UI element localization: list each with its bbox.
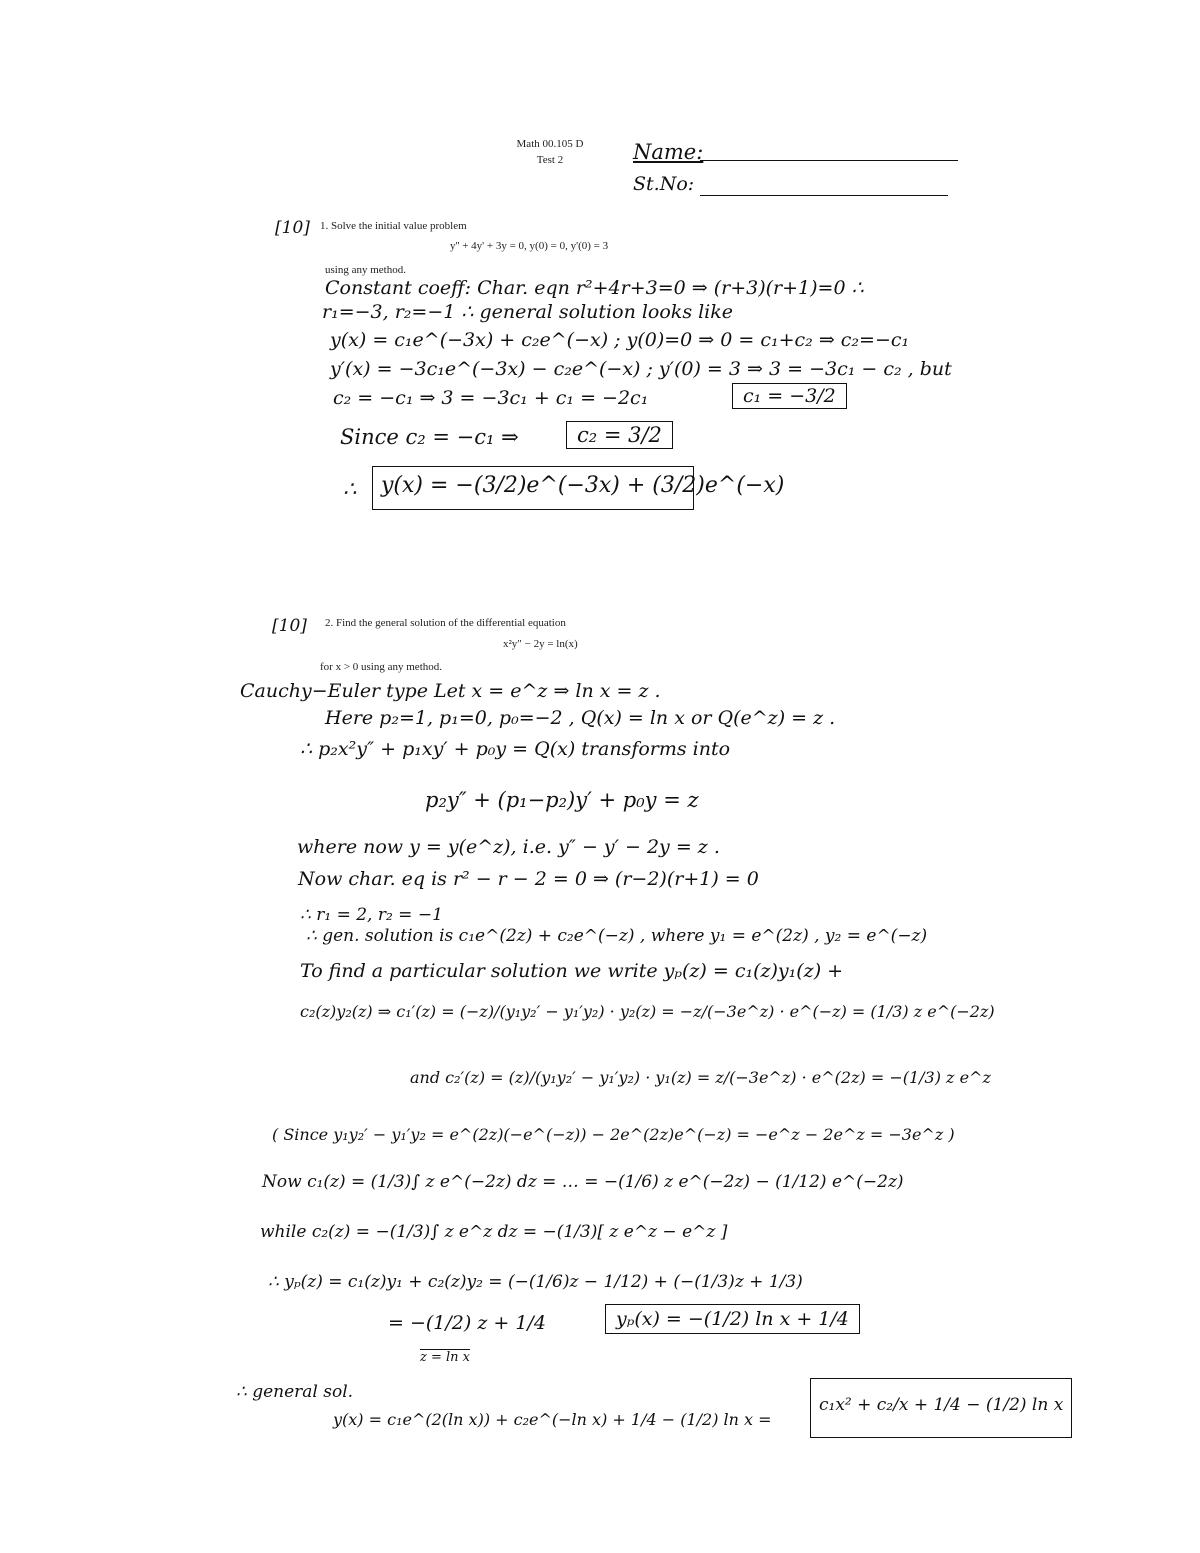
problem2-method-note: for x > 0 using any method. — [320, 661, 442, 673]
boxed-c2: c₂ = 3/2 — [566, 421, 673, 449]
problem1-method-note: using any method. — [325, 264, 406, 276]
p2-line-6: Now char. eq is r² − r − 2 = 0 ⇒ (r−2)(r+1) = 0 — [298, 868, 759, 890]
p2-line-15: ∴ yₚ(z) = c₁(z)y₁ + c₂(z)y₂ = (−(1/6)z − 1/12) + (−(1/3)z + 1/3) — [268, 1272, 803, 1292]
boxed-general-solution: c₁x² + c₂/x + 1/4 − (1/2) ln x — [810, 1378, 1072, 1438]
p2-line-18: ∴ general sol. — [236, 1382, 354, 1402]
course-code: Math 00.105 D — [516, 138, 584, 150]
p2-line-8: ∴ gen. solution is c₁e^(2z) + c₂e^(−z) , where y₁ = e^(2z) , y₂ = e^(−z) — [306, 926, 928, 946]
p1-line-5: c₂ = −c₁ ⇒ 3 = −3c₁ + c₁ = −2c₁ — [333, 387, 649, 409]
problem1-equation: y'' + 4y' + 3y = 0, y(0) = 0, y'(0) = 3 — [450, 240, 609, 252]
p2-line-13: Now c₁(z) = (1/3)∫ z e^(−2z) dz = … = −(1/6) z e^(−2z) − (1/12) e^(−2z) — [262, 1172, 904, 1192]
p2-line-19: y(x) = c₁e^(2(ln x)) + c₂e^(−ln x) + 1/4 − (1/2) ln x = — [333, 1410, 772, 1429]
p1-line-1: Constant coeff: Char. eqn r²+4r+3=0 ⇒ (r+3)(r+1)=0 ∴ — [325, 277, 864, 299]
therefore-symbol: ∴ — [343, 477, 357, 501]
problem2-equation: x²y″ − 2y = ln(x) — [503, 638, 578, 650]
p2-line-9: To find a particular solution we write yₚ(z) = c₁(z)y₁(z) + — [300, 960, 844, 982]
p2-line-16: = −(1/2) z + 1/4 — [388, 1312, 546, 1334]
name-label: Name: — [633, 140, 704, 164]
student-number-field-line[interactable] — [700, 195, 948, 196]
p2-line-4: p₂y″ + (p₁−p₂)y′ + p₀y = z — [425, 788, 699, 812]
p1-line-4: y′(x) = −3c₁e^(−3x) − c₂e^(−x) ; y′(0) = 3 ⇒ 3 = −3c₁ − c₂ , but — [330, 358, 952, 380]
p2-line-11: and c₂′(z) = (z)/(y₁y₂′ − y₁′y₂) · y₁(z) = z/(−3e^z) · e^(2z) = −(1/3) z e^z — [410, 1068, 991, 1087]
p2-line-3: ∴ p₂x²y″ + p₁xy′ + p₀y = Q(x) transforms into — [300, 738, 731, 760]
problem1-prompt: 1. Solve the initial value problem — [320, 220, 467, 232]
p1-line-2: r₁=−3, r₂=−1 ∴ general solution looks like — [322, 301, 734, 323]
boxed-c1: c₁ = −3/2 — [732, 383, 847, 409]
problem2-marks: [10] — [272, 616, 307, 636]
p2-line-17: z = ln x — [420, 1350, 471, 1365]
p2-line-2: Here p₂=1, p₁=0, p₀=−2 , Q(x) = ln x or Q(e^z) = z . — [325, 707, 836, 729]
p2-line-7: ∴ r₁ = 2, r₂ = −1 — [300, 905, 443, 925]
p1-line-3: y(x) = c₁e^(−3x) + c₂e^(−x) ; y(0)=0 ⇒ 0 = c₁+c₂ ⇒ c₂=−c₁ — [330, 329, 910, 351]
student-number-label: St.No: — [633, 173, 695, 195]
p2-line-12: ( Since y₁y₂′ − y₁′y₂ = e^(2z)(−e^(−z)) − 2e^(2z)e^(−z) = −e^z − 2e^z = −3e^z ) — [272, 1125, 955, 1144]
p2-line-10: c₂(z)y₂(z) ⇒ c₁′(z) = (−z)/(y₁y₂′ − y₁′y₂) · y₂(z) = −z/(−3e^z) · e^(−z) = (1/3) z e^(−2z) — [300, 1002, 995, 1021]
boxed-final-solution: y(x) = −(3/2)e^(−3x) + (3/2)e^(−x) — [372, 466, 694, 510]
problem2-prompt: 2. Find the general solution of the differential equation — [325, 617, 566, 629]
p2-line-14: while c₂(z) = −(1/3)∫ z e^z dz = −(1/3)[ z e^z − e^z ] — [260, 1222, 728, 1242]
p1-line-6: Since c₂ = −c₁ ⇒ — [340, 425, 519, 449]
name-field-line[interactable] — [700, 160, 958, 161]
test-number: Test 2 — [536, 154, 564, 166]
p2-line-1: Cauchy−Euler type Let x = e^z ⇒ ln x = z . — [240, 680, 661, 702]
p2-line-5: where now y = y(e^z), i.e. y″ − y′ − 2y = z . — [297, 836, 720, 858]
problem1-marks: [10] — [275, 218, 310, 238]
boxed-particular-solution: yₚ(x) = −(1/2) ln x + 1/4 — [605, 1304, 860, 1334]
